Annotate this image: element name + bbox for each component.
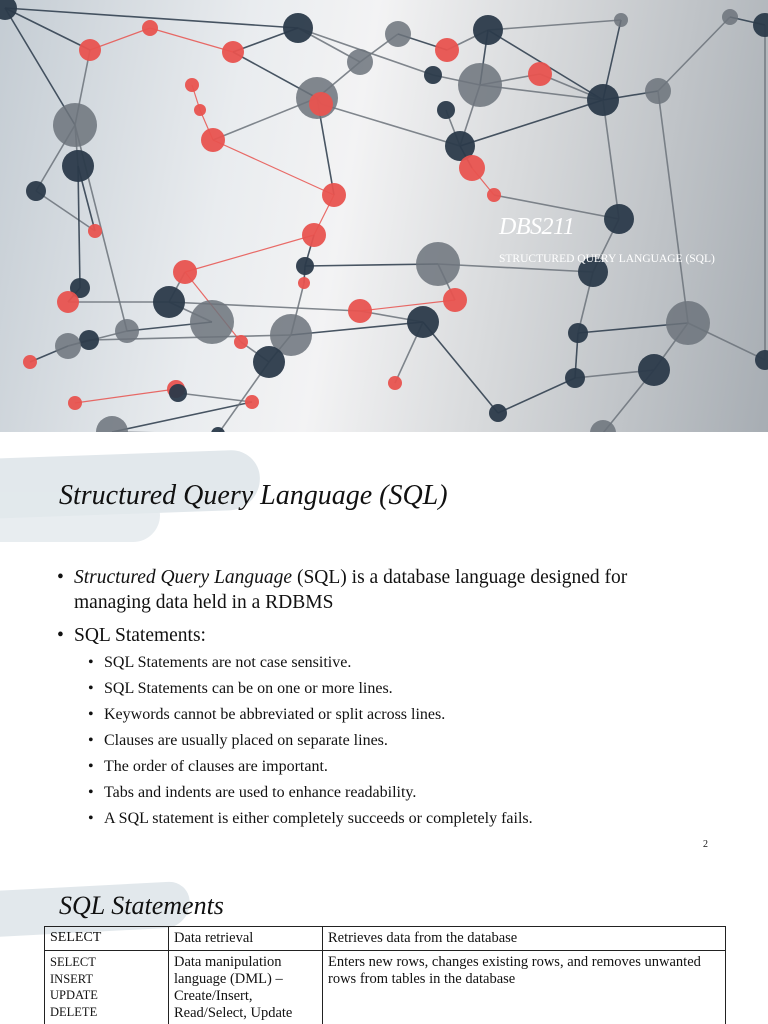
network-node <box>57 291 79 313</box>
table-cell-category: Data retrieval <box>169 927 323 951</box>
network-node <box>347 49 373 75</box>
network-node <box>565 368 585 388</box>
sub-bullet-list <box>74 650 737 832</box>
network-node <box>245 395 259 409</box>
network-node <box>142 20 158 36</box>
network-node <box>68 396 82 410</box>
network-node <box>173 260 197 284</box>
command-name: INSERT <box>50 971 93 986</box>
network-node <box>253 346 285 378</box>
network-node <box>23 355 37 369</box>
command-name: SELECT <box>50 930 102 945</box>
network-node <box>201 128 225 152</box>
network-node <box>190 300 234 344</box>
deck-title: DBS211 <box>499 214 575 240</box>
network-node <box>115 319 139 343</box>
deck-subtitle: STRUCTURED QUERY LANGUAGE (SQL) <box>499 253 715 265</box>
table-cell-description: Enters new rows, changes existing rows, and removes unwanted rows from tables in the database <box>323 951 726 1024</box>
network-node <box>298 277 310 289</box>
network-node <box>407 306 439 338</box>
table-cell-description: Retrieves data from the database <box>323 927 726 951</box>
sub-bullet: • SQL Statements are not case sensitive. <box>88 650 737 676</box>
network-node <box>302 223 326 247</box>
bullet-emphasis: Structured Query Language <box>74 567 293 588</box>
command-name: SELECT <box>50 955 96 969</box>
network-node <box>443 288 467 312</box>
sub-bullet: • Clauses are usually placed on separate lines. <box>88 728 737 754</box>
network-node <box>458 63 502 107</box>
network-node <box>26 181 46 201</box>
network-edge <box>658 91 688 323</box>
statements-slide <box>0 864 768 1024</box>
sub-bullet: • The order of clauses are important. <box>88 754 737 780</box>
network-node <box>614 13 628 27</box>
network-node <box>322 183 346 207</box>
network-node <box>185 78 199 92</box>
network-node <box>666 301 710 345</box>
network-edge <box>498 378 575 413</box>
slide-title: SQL Statements <box>59 891 224 920</box>
network-node <box>459 155 485 181</box>
network-node <box>416 242 460 286</box>
table-cell-command <box>45 951 169 1024</box>
table-row <box>45 951 726 1024</box>
slide-title: Structured Query Language (SQL) <box>59 480 448 511</box>
network-node <box>388 376 402 390</box>
bullet-sql-statements <box>57 623 737 832</box>
command-name: UPDATE <box>50 988 98 1002</box>
network-node <box>222 41 244 63</box>
network-node <box>755 350 768 370</box>
network-node <box>568 323 588 343</box>
network-edge <box>150 28 233 52</box>
page-number: 2 <box>703 839 708 850</box>
network-node <box>528 62 552 86</box>
network-node <box>62 150 94 182</box>
network-node <box>55 333 81 359</box>
network-edge <box>78 166 80 288</box>
sub-bullet: • Keywords cannot be abbreviated or split across lines. <box>88 702 737 728</box>
table-cell-command <box>45 927 169 951</box>
table-cell-category: Data manipulation language (DML) – Create/Insert, Read/Select, Update <box>169 951 323 1024</box>
network-node <box>194 104 206 116</box>
network-edge <box>488 20 621 30</box>
network-node <box>487 188 501 202</box>
network-node <box>169 384 187 402</box>
network-node <box>489 404 507 422</box>
network-node <box>79 39 101 61</box>
title-slide <box>0 0 768 432</box>
network-node <box>753 13 768 37</box>
sub-bullet: • SQL Statements can be on one or more lines. <box>88 676 737 702</box>
network-node <box>645 78 671 104</box>
network-edge <box>603 100 619 219</box>
content-slide <box>0 432 768 864</box>
network-node <box>0 0 17 20</box>
network-node <box>587 84 619 116</box>
network-node <box>435 38 459 62</box>
network-node <box>309 92 333 116</box>
network-graphic <box>0 0 768 432</box>
network-node <box>424 66 442 84</box>
network-node <box>722 9 738 25</box>
network-node <box>283 13 313 43</box>
sub-bullet: • Tabs and indents are used to enhance readability. <box>88 780 737 806</box>
bullet-sql-definition <box>57 565 737 615</box>
network-node <box>348 299 372 323</box>
network-node <box>88 224 102 238</box>
bullet-list <box>57 565 737 840</box>
sql-statements-table <box>44 926 726 1024</box>
network-node <box>296 257 314 275</box>
sub-bullet: • A SQL statement is either completely succeeds or completely fails. <box>88 806 737 832</box>
network-node <box>96 416 128 432</box>
command-name: DELETE <box>50 1004 98 1019</box>
network-node <box>53 103 97 147</box>
bullet-text-continued: managing data held in a RDBMS <box>74 592 334 613</box>
network-node <box>638 354 670 386</box>
network-node <box>79 330 99 350</box>
network-node <box>234 335 248 349</box>
table-row <box>45 927 726 951</box>
bullet-text: SQL Statements: <box>74 625 206 646</box>
network-edge <box>423 322 498 413</box>
network-node <box>385 21 411 47</box>
network-node <box>153 286 185 318</box>
network-edge <box>360 300 455 311</box>
network-node <box>604 204 634 234</box>
network-edge <box>438 264 593 272</box>
network-node <box>437 101 455 119</box>
network-node <box>473 15 503 45</box>
network-edge <box>185 235 314 272</box>
network-edge <box>658 17 730 91</box>
network-edge <box>75 389 176 403</box>
network-edge <box>213 140 334 195</box>
bullet-text: (SQL) is a database language designed for <box>292 567 628 588</box>
